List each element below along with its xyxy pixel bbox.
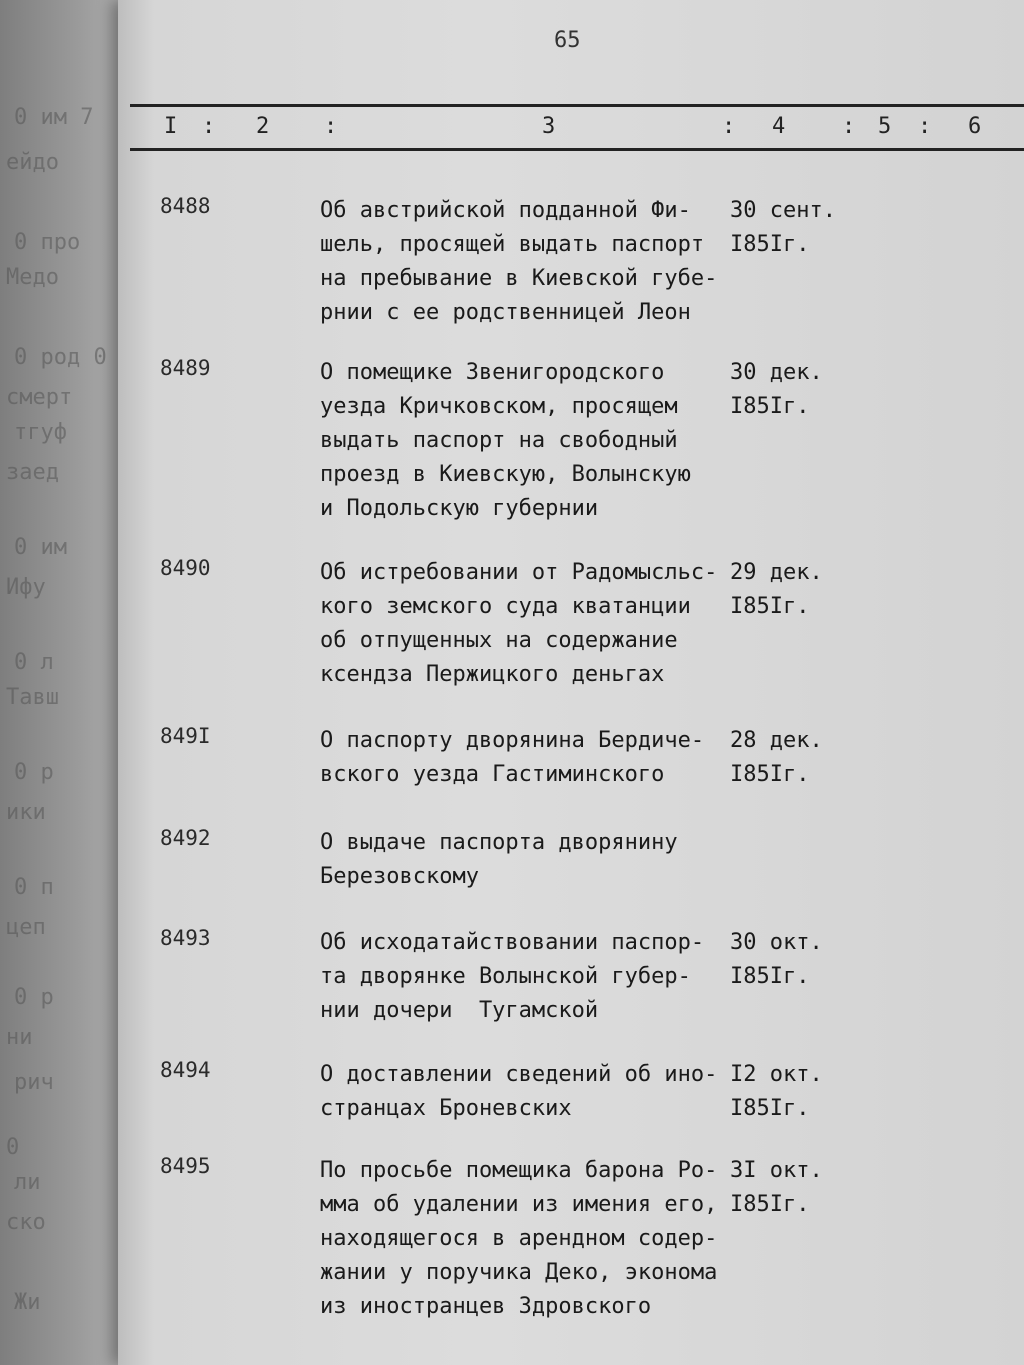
left-page-ghost-text: заед (6, 460, 59, 485)
page-number: 65 (554, 28, 581, 53)
entry-description: Об австрийской подданной Фи- шель, просящей выдать паспорт на пребывание в Киевской губе- рнии с ее родственницей Леон (320, 198, 718, 325)
entry-number: 8495 (160, 1154, 211, 1178)
left-page-ghost-text: 0 р (14, 985, 54, 1010)
entry-number: 849I (160, 724, 211, 748)
left-page-ghost-text: 0 п (14, 875, 54, 900)
left-page-ghost-text: тгуф (14, 420, 67, 445)
entry-number: 8492 (160, 826, 211, 850)
header-col-4: 4 (772, 114, 786, 139)
left-page-ghost-text: ики (6, 800, 46, 825)
header-separator: : (918, 114, 932, 139)
entry-number: 8489 (160, 356, 211, 380)
left-page-ghost-text: Тавш (6, 685, 59, 710)
header-col-2: 2 (256, 114, 270, 139)
left-page-ghost-text: Жи (14, 1290, 41, 1315)
entry-number: 8488 (160, 194, 211, 218)
entry-description: О выдаче паспорта дворянину Березовскому (320, 830, 678, 889)
entry-date: 28 дек. I85Iг. (730, 728, 823, 787)
left-page-ghost-text: 0 (6, 1135, 20, 1160)
header-rule-bottom (130, 148, 1024, 151)
header-col-3: 3 (542, 114, 556, 139)
entry-description: О помещике Звенигородского уезда Кричковском, просящем выдать паспорт на свободный проезд в Киевскую, Волынскую и Подольскую губернии (320, 360, 691, 521)
left-page-ghost-text: цеп (6, 915, 46, 940)
entry-date: 3I окт. I85Iг. (730, 1158, 823, 1217)
left-page-ghost-text: рич (14, 1070, 54, 1095)
left-page-ghost-text: 0 им (14, 535, 67, 560)
header-separator: : (202, 114, 216, 139)
header-separator: : (722, 114, 736, 139)
entry-description: О доставлении сведений об ино- странцах Броневских (320, 1062, 718, 1121)
left-page-ghost-text: ейдо (6, 150, 59, 175)
left-page-ghost-text: ско (6, 1210, 46, 1235)
entry-date: 30 окт. I85Iг. (730, 930, 823, 989)
left-page-ghost-text: Ифу (6, 575, 46, 600)
header-rule-top (130, 104, 1024, 107)
entry-number: 8494 (160, 1058, 211, 1082)
header-col-6: 6 (968, 114, 982, 139)
entry-description: О паспорту дворянина Бердиче- вского уезда Гастиминского (320, 728, 705, 787)
entry-date: 30 сент. I85Iг. (730, 198, 836, 257)
left-page-ghost-text: 0 им 7 (14, 105, 94, 130)
left-page-ghost-text: 0 про (14, 230, 81, 255)
document-page (118, 0, 1024, 1365)
entry-number: 8493 (160, 926, 211, 950)
left-page-ghost-text: ни (6, 1025, 33, 1050)
entry-description: Об исходатайствовании паспор- та дворянке Волынской губер- нии дочери Тугамской (320, 930, 705, 1023)
left-page-ghost-text: Медо (6, 265, 59, 290)
left-page-ghost-text: 0 р (14, 760, 54, 785)
entry-date: I2 окт. I85Iг. (730, 1062, 823, 1121)
entry-date: 29 дек. I85Iг. (730, 560, 823, 619)
left-page-ghost-text: смерт (6, 385, 73, 410)
header-col-1: I (164, 114, 178, 139)
entry-number: 8490 (160, 556, 211, 580)
entry-date: 30 дек. I85Iг. (730, 360, 823, 419)
entry-description: По просьбе помещика барона Ро- мма об удалении из имения его, находящегося в арендном содер- жании у поручика Деко, эконома из иностранцев Здровского (320, 1158, 718, 1319)
header-separator: : (842, 114, 856, 139)
left-page-ghost-text: 0 л (14, 650, 54, 675)
left-page-ghost-text: 0 род 0 (14, 345, 107, 370)
entry-description: Об истребовании от Радомысльс- кого земского суда кватанции об отпущенных на содержание ксендза Пержицкого деньгах (320, 560, 718, 687)
header-separator: : (324, 114, 338, 139)
header-col-5: 5 (878, 114, 892, 139)
left-page-ghost-text: ли (14, 1170, 41, 1195)
